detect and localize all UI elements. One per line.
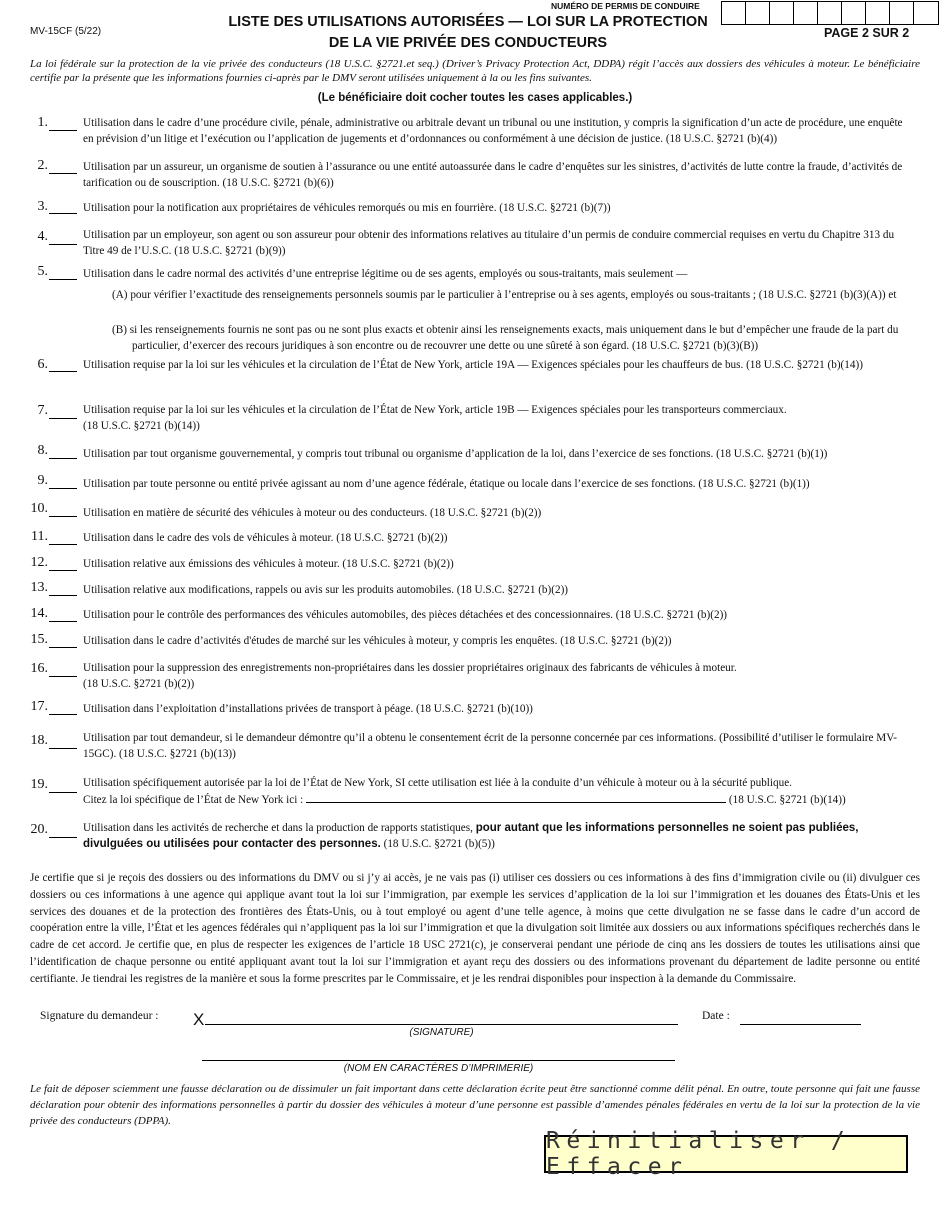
checkbox-blank-13[interactable] [49,595,77,596]
checkbox-blank-16[interactable] [49,676,77,677]
item-number: 11. [31,529,48,544]
item-text-10: Utilisation en matière de sécurité des véhicules à moteur ou des conducteurs. (18 U.S.C. §2721 (b)(2)) [83,507,542,519]
checkbox-blank-14[interactable] [49,621,77,622]
item-number: 2. [37,158,48,173]
item-number: 10. [30,501,48,516]
page-number: PAGE 2 SUR 2 [824,26,910,40]
item-20-bold: pour autant que les informations personnelles ne soient pas publiées, divulguées ou utilisées pour contacter des personnes. [83,822,859,850]
item-text-9: Utilisation par toute personne ou entité privée agissant au nom d’une agence fédérale, étatique ou locale dans l’exercice de ses fonctions. (18 U.S.C. §2721 (b)(1)) [83,478,810,490]
page-title [218,12,718,54]
checkbox-blank-12[interactable] [49,570,77,571]
item-number: 12. [30,555,48,570]
item-text-7 [83,403,913,434]
signature-field[interactable] [205,1024,678,1025]
item-19-cite-prompt: Citez la loi spécifique de l’État de New York ici : [83,793,304,806]
title-line-1: LISTE DES UTILISATIONS AUTORISÉES — LOI SUR LA PROTECTION [228,14,708,30]
date-label: Date : [702,1010,730,1022]
item-5-sub-a: (A) pour vérifier l’exactitude des renseignements personnels soumis par le particulier à l’entreprise ou à ses agents, employés ou sous-traitants ; (18 U.S.C. §2721 (b)(3)(A)) et [112,289,897,301]
item-number: 7. [37,403,48,418]
reset-button[interactable]: Réinitialiser / Effacer [544,1135,908,1173]
item-16-line-1: Utilisation pour la suppression des enregistrements non-propriétaires dans les dossier propriétaires originaux des fabricants de véhicules à moteur. [83,662,737,674]
checkbox-blank-2[interactable] [49,173,77,174]
license-digit-box[interactable] [722,2,746,24]
certification-paragraph: Je certifie que si je reçois des dossiers ou des informations du DMV ou si j’y ai accès, je ne vais pas (i) utiliser ces dossiers ou ces informations à des fins d’immigration civile ou (ii) divulguer ces dossiers ou ces informations à une agence qui applique avant tout la loi sur l’immigration, par exemple les services d’application de la loi sur l’immigration et les douanes des États-Unis et les services des douanes et de la protection des frontières des États-Unis, ou à tout employé ou agent d’une telle agence, à moins que cette divulgation ne se fasse dans le cadre d’un accord de coopération entre la ville, l’État et les agences fédérales qui n’appliquent pas la loi sur l’immigration et que la divulgation soit limitée aux dossiers ou aux informations spécifiques recherchés dans le cadre de cet accord. Je certifie que, en plus de respecter les exigences de l’article 18 USC 2721(c), je conserverai pendant une période de cinq ans les dossiers de toutes les utilisations ainsi que l’identification de chaque personne ou entité appliquant avant tout la loi sur l’immigration et ayant reçu des dossiers ou des informations provenant du département de ladite personne ou entité certifiante. Je tiendrai les registres de la manière et sous la forme prescrites par le Commissaire, et je les rendrai disponibles pour inspection à la demande du Commissaire. [30,872,920,985]
item-20-text: Utilisation dans les activités de recherche et dans la production de rapports statistiques, [83,822,473,834]
item-text-12: Utilisation relative aux émissions des véhicules à moteur. (18 U.S.C. §2721 (b)(2)) [83,558,454,570]
printed-name-caption: (NOM EN CARACTÈRES D’IMPRIMERIE) [343,1063,534,1074]
item-number: 17. [30,699,48,714]
checkbox-blank-15[interactable] [49,647,77,648]
item-number: 14. [30,606,48,621]
item-number: 6. [37,357,48,372]
item-text-20 [83,821,913,852]
printed-name-field[interactable] [202,1060,675,1061]
item-19-line-1: Utilisation spécifiquement autorisée par la loi de l’État de New York, SI cette utilisation est liée à la conduite d’un véhicule à moteur ou à la sécurité publique. [83,777,792,789]
license-number-label: NUMÉRO DE PERMIS DE CONDUIRE [551,1,700,11]
license-digit-box[interactable] [890,2,914,24]
checkbox-blank-11[interactable] [49,544,77,545]
signature-caption: (SIGNATURE) [409,1027,474,1038]
item-20-citation: (18 U.S.C. §2721 (b)(5)) [383,837,495,850]
license-digit-box[interactable] [794,2,818,24]
item-number: 20. [30,822,48,837]
item-number: 1. [37,115,48,130]
item-text-17: Utilisation dans l’exploitation d’installations privées de transport à péage. (18 U.S.C. §2721 (b)(10)) [83,703,533,715]
item-text-2: Utilisation par un assureur, un organisme de soutien à l’assurance ou une entité autoassurée dans le cadre d’enquêtes sur les sinistres, d’activités de lutte contre la fraude, d’activités de tarification ou de souscription. (18 U.S.C. §2721 (b)(6)) [83,161,903,189]
item-5-sub-b: (B) si les renseignements fournis ne sont pas ou ne sont plus exacts et obtenir ainsi les renseignements exacts, mais uniquement dans le but d’empêcher une fraude de la part du particulier, d’exercer des recours juridiques à son encontre ou de recouvrer une dette ou une sûreté à son égard. (18 U.S.C. §2721 (b)(3)(B)) [112,324,899,352]
item-number: 19. [30,777,48,792]
checkbox-blank-6[interactable] [49,371,77,372]
checkbox-blank-19[interactable] [49,792,77,793]
item-text-3: Utilisation pour la notification aux propriétaires de véhicules remorqués ou mis en fourrière. (18 U.S.C. §2721 (b)(7)) [83,202,611,214]
checkbox-blank-10[interactable] [49,516,77,517]
checkbox-blank-18[interactable] [49,748,77,749]
state-law-citation-field[interactable] [306,792,726,803]
checkbox-blank-20[interactable] [49,837,77,838]
item-text-11: Utilisation dans le cadre des vols de véhicules à moteur. (18 U.S.C. §2721 (b)(2)) [83,532,448,544]
item-7-line-1: Utilisation requise par la loi sur les véhicules et la circulation de l’État de New York, article 19B — Exigences spéciales pour les transporteurs commerciaux. [83,404,787,416]
item-19-line-2 [83,792,913,809]
date-field[interactable] [740,1024,861,1025]
warning-paragraph: Le fait de déposer sciemment une fausse déclaration ou de dissimuler un fait important dans cette déclaration écrite peut être sanctionné comme délit pénal. En outre, toute personne qui fait une fausse déclaration pour obtenir des informations personnelles à partir du dossier des véhicules à moteur d’une personne est passible d’amendes pénales fédérales en vertu de la loi sur la protection de la vie privée des conducteurs (DPPA). [30,1083,920,1127]
signature-x-mark: X [193,1010,205,1029]
item-text-1: Utilisation dans le cadre d’une procédure civile, pénale, administrative ou arbitrale devant un tribunal ou une institution, y compris la signification d’un acte de procédure, une enquête en prévision d’un litige et l’exécution ou l’application de jugements et d’ordonnances ou conformément à une décision de justice. (18 U.S.C. §2721 (b)(4)) [83,117,903,145]
checkbox-blank-9[interactable] [49,488,77,489]
checkbox-blank-3[interactable] [49,213,77,214]
item-16-line-2: (18 U.S.C. §2721 (b)(2)) [83,677,195,690]
item-text-8: Utilisation par tout organisme gouvernemental, y compris tout tribunal ou organisme d’application de la loi, dans l’exercice de ses fonctions. (18 U.S.C. §2721 (b)(1)) [83,448,828,460]
item-number: 3. [37,199,48,214]
item-text-15: Utilisation dans le cadre d’activités d'études de marché sur les véhicules à moteur, y compris les enquêtes. (18 U.S.C. §2721 (b)(2)) [83,635,672,647]
item-number: 4. [37,229,48,244]
title-line-2: DE LA VIE PRIVÉE DES CONDUCTEURS [328,35,608,51]
checkbox-blank-5[interactable] [49,279,77,280]
license-digit-box[interactable] [746,2,770,24]
item-7-line-2: (18 U.S.C. §2721 (b)(14)) [83,419,200,432]
license-digit-box[interactable] [818,2,842,24]
checkbox-blank-1[interactable] [49,130,77,131]
item-19-citation: (18 U.S.C. §2721 (b)(14)) [728,793,846,806]
form-id: MV-15CF (5/22) [30,26,102,37]
intro-paragraph: La loi fédérale sur la protection de la vie privée des conducteurs (18 U.S.C. §2721.et seq.) (Driver’s Privacy Protection Act, DDPA) régit l’accès aux dossiers des véhicules à moteur. Le bénéficiaire certifie par la présente que les informations fournies ci-après par le DMV seront utilisées uniquement à la ou les fins suivantes. [30,58,920,84]
item-text-5: Utilisation dans le cadre normal des activités d’une entreprise légitime ou de ses agents, employés ou sous-traitants, mais seulement — [83,268,688,280]
license-digit-box[interactable] [914,2,938,24]
checkbox-blank-8[interactable] [49,458,77,459]
item-number: 15. [30,632,48,647]
license-digit-box[interactable] [770,2,794,24]
item-text-19 [83,776,913,808]
license-digit-box[interactable] [842,2,866,24]
item-text-14: Utilisation pour le contrôle des performances des véhicules automobiles, des pièces détachées et des concessionnaires. (18 U.S.C. §2721 (b)(2)) [83,609,728,621]
item-number: 16. [30,661,48,676]
signature-label: Signature du demandeur : [40,1010,159,1022]
item-number: 5. [37,264,48,279]
item-text-16 [83,661,913,692]
checkbox-blank-17[interactable] [49,714,77,715]
instruction: (Le bénéficiaire doit cocher toutes les cases applicables.) [317,92,633,104]
checkbox-blank-4[interactable] [49,244,77,245]
license-number-input[interactable] [721,1,939,25]
item-text-4: Utilisation par un employeur, son agent ou son assureur pour obtenir des informations relatives au titulaire d’un permis de conduire commercial requises en vertu du Chapitre 313 du Titre 49 de l’U.S.C. (18 U.S.C. §2721 (b)(9)) [83,229,895,257]
item-number: 8. [37,443,48,458]
item-number: 13. [30,580,48,595]
checkbox-blank-7[interactable] [49,418,77,419]
item-number: 18. [30,733,48,748]
item-number: 9. [37,473,48,488]
item-text-18: Utilisation par tout demandeur, si le demandeur démontre qu’il a obtenu le consentement écrit de la personne concernée par ces informations. (Possibilité d’utiliser le formulaire MV-15GC). (18 U.S.C. §2721 (b)(13)) [83,732,898,760]
item-text-13: Utilisation relative aux modifications, rappels ou avis sur les produits automobiles. (18 U.S.C. §2721 (b)(2)) [83,584,569,596]
license-digit-box[interactable] [866,2,890,24]
item-text-6: Utilisation requise par la loi sur les véhicules et la circulation de l’État de New York, article 19A — Exigences spéciales pour les chauffeurs de bus. (18 U.S.C. §2721 (b)(14)) [83,359,863,371]
